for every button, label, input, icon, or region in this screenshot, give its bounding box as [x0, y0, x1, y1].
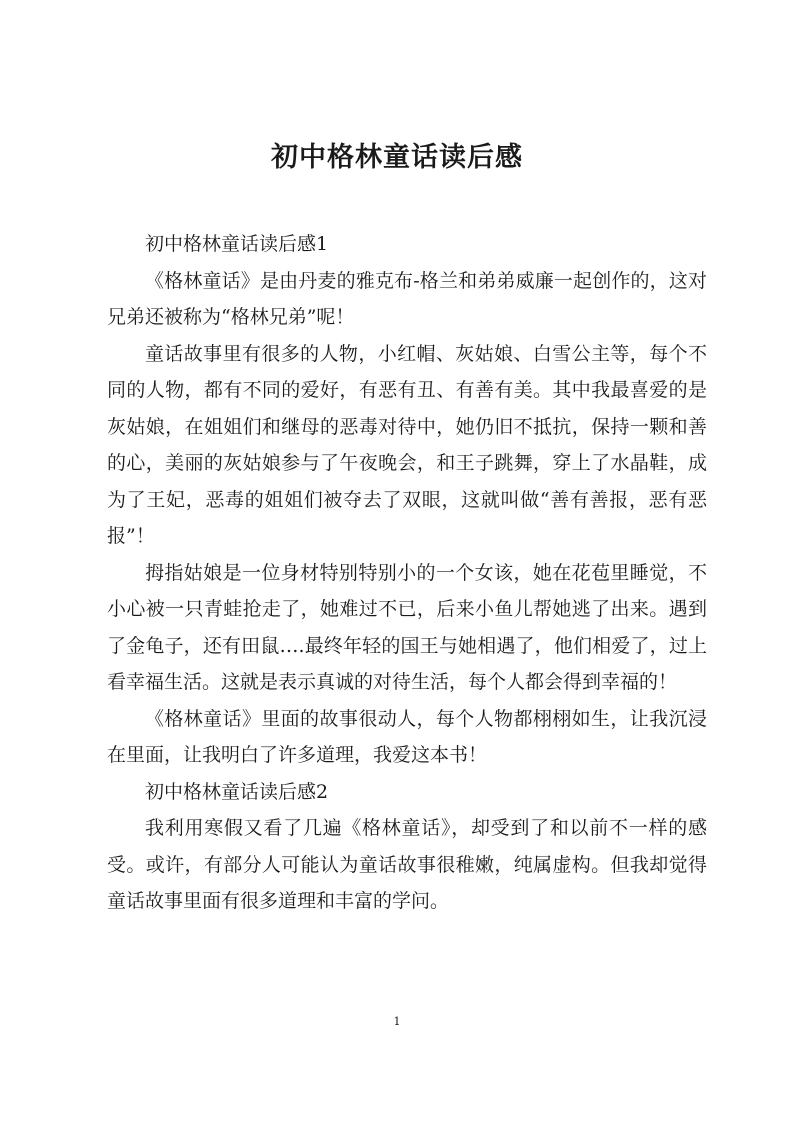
page-number: 1 [393, 1015, 401, 1028]
paragraph: 我利用寒假又看了几遍《格林童话》，却受到了和以前不一样的感受。或许，有部分人可能认为童话故事很稚嫩，纯属虚构。但我却觉得童话故事里面有很多道理和丰富的学问。 [107, 817, 707, 912]
section-heading-1: 初中格林童话读后感1 [145, 233, 329, 255]
paragraph: 《格林童话》是由丹麦的雅克布-格兰和弟弟威廉一起创作的，这对兄弟还被称为“格林兄弟”呢！ [107, 269, 707, 328]
paragraph: 《格林童话》里面的故事很动人，每个人物都栩栩如生，让我沉浸在里面，让我明白了许多道理，我爱这本书！ [107, 707, 707, 766]
document-body [107, 226, 707, 920]
paragraph: 童话故事里有很多的人物，小红帽、灰姑娘、白雪公主等，每个不同的人物，都有不同的爱好，有恶有丑、有善有美。其中我最喜爱的是灰姑娘，在姐姐们和继母的恶毒对待中，她仍旧不抵抗，保持一颗和善的心，美丽的灰姑娘参与了午夜晚会，和王子跳舞，穿上了水晶鞋，成为了王妃，恶毒的姐姐们被夺去了双眼，这就叫做“善有善报，恶有恶报”！ [107, 342, 707, 547]
section-heading-2: 初中格林童话读后感2 [145, 780, 329, 803]
document-title: 初中格林童话读后感 [271, 142, 523, 173]
paragraph: 拇指姑娘是一位身材特别特别小的一个女该，她在花苞里睡觉，不小心被一只青蛙抢走了，她难过不已，后来小鱼儿帮她逃了出来。遇到了金龟子，还有田鼠….最终年轻的国王与她相遇了，他们相爱了，过上看幸福生活。这就是表示真诚的对待生活，每个人都会得到幸福的！ [107, 561, 707, 693]
